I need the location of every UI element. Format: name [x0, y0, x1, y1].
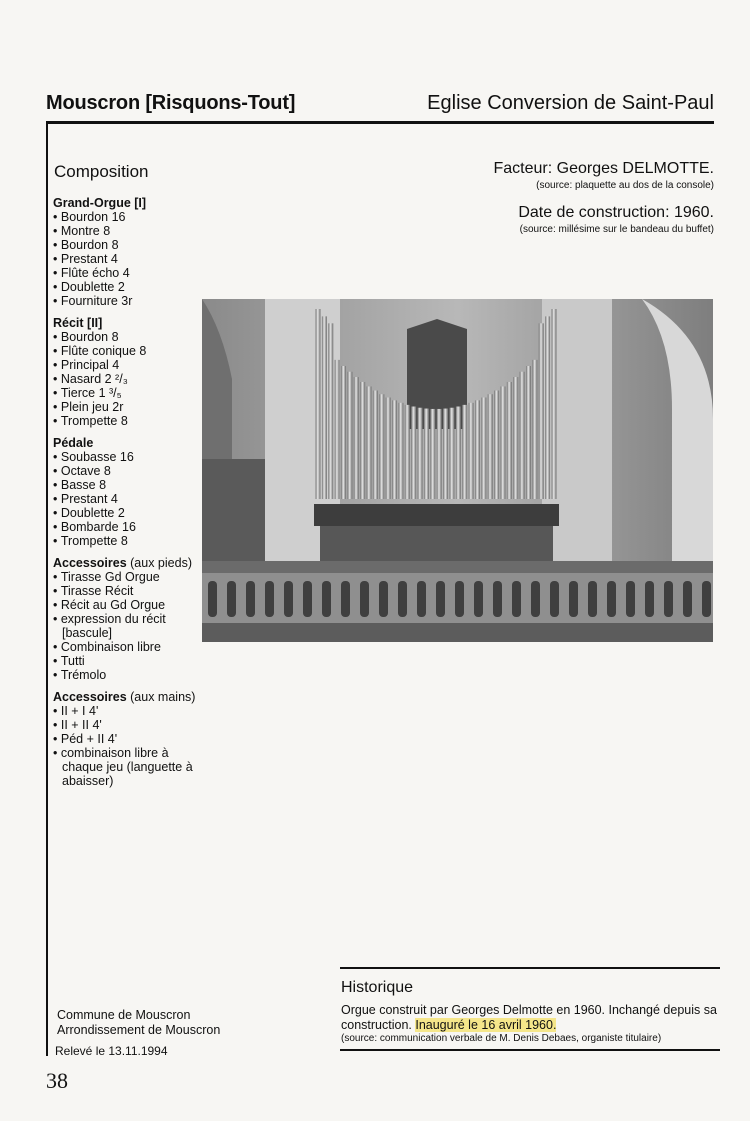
stop-item: • Péd + II 4'	[53, 732, 213, 746]
arrondissement-name: Arrondissement de Mouscron	[57, 1023, 221, 1037]
header-rule	[46, 121, 714, 124]
location-title: Mouscron [Risquons-Tout]	[46, 92, 296, 114]
section-note: (aux mains)	[126, 690, 196, 704]
section-title	[53, 316, 213, 330]
builder-block	[493, 160, 714, 191]
church-title: Eglise Conversion de Saint-Paul	[427, 92, 714, 114]
section-note: (aux pieds)	[126, 556, 192, 570]
builder-source: (source: plaquette au dos de la console)	[536, 180, 714, 191]
builder-value: Georges DELMOTTE.	[552, 160, 714, 177]
stop-item: • Récit au Gd Orgue	[53, 598, 213, 612]
section-title	[53, 436, 213, 450]
stop-item: • combinaison libre à chaque jeu (languette à abaisser)	[53, 746, 213, 788]
stop-item: • Nasard 2 ²/₃	[53, 372, 213, 386]
stop-item: • Tirasse Récit	[53, 584, 213, 598]
left-rule	[46, 124, 48, 1056]
historique-bottom-rule	[340, 1049, 720, 1051]
historique-text	[341, 1003, 726, 1033]
stop-item: • Trompette 8	[53, 534, 213, 548]
stop-item: • Tirasse Gd Orgue	[53, 570, 213, 584]
stop-item: • Octave 8	[53, 464, 213, 478]
section-title-text: Accessoires	[53, 556, 127, 570]
stop-item: • expression du récit [bascule]	[53, 612, 213, 640]
stop-item: • Bombarde 16	[53, 520, 213, 534]
stop-item: • Flûte écho 4	[53, 266, 213, 280]
stop-item: • Bourdon 16	[53, 210, 213, 224]
section-title-text: Grand-Orgue [I]	[53, 196, 147, 210]
historique-highlight: Inauguré le 16 avril 1960.	[415, 1018, 557, 1032]
section-title	[53, 196, 213, 210]
stop-list	[53, 196, 213, 788]
date-label: Date de construction:	[518, 204, 670, 221]
section-title-text: Pédale	[53, 436, 94, 450]
historique-source: (source: communication verbale de M. Denis Debaes, organiste titulaire)	[341, 1033, 662, 1044]
date-block	[518, 204, 714, 235]
stop-item: • Basse 8	[53, 478, 213, 492]
date-value: 1960.	[669, 204, 714, 221]
stop-item: • II + I 4'	[53, 704, 213, 718]
historique-title: Historique	[341, 979, 414, 996]
composition-title: Composition	[54, 162, 149, 181]
stop-item: • Bourdon 8	[53, 238, 213, 252]
stop-item: • Tierce 1 ³/₅	[53, 386, 213, 400]
stop-item: • Trompette 8	[53, 414, 213, 428]
stop-item: • Principal 4	[53, 358, 213, 372]
stop-item: • Soubasse 16	[53, 450, 213, 464]
stop-item: • Combinaison libre	[53, 640, 213, 654]
historique-rule	[340, 967, 720, 969]
survey-date: Relevé le 13.11.1994	[55, 1044, 168, 1058]
section-title	[53, 556, 213, 570]
stop-item: • Flûte conique 8	[53, 344, 213, 358]
stop-item: • Fourniture 3r	[53, 294, 213, 308]
section-title-text: Récit [II]	[53, 316, 103, 330]
stop-item: • Prestant 4	[53, 492, 213, 506]
organ-photo	[202, 299, 713, 642]
section-title-text: Accessoires	[53, 690, 127, 704]
historique-body: Orgue construit par Georges Delmotte en 1960. Inchangé depuis sa construction.	[341, 1003, 717, 1032]
section-title	[53, 690, 213, 704]
date-source: (source: millésime sur le bandeau du buffet)	[519, 224, 714, 235]
commune-name: Commune de Mouscron	[57, 1008, 191, 1022]
page-number: 38	[46, 1068, 68, 1093]
builder-label: Facteur:	[493, 160, 553, 177]
stop-item: • Trémolo	[53, 668, 213, 682]
stop-item: • Bourdon 8	[53, 330, 213, 344]
stop-item: • Montre 8	[53, 224, 213, 238]
stop-item: • II + II 4'	[53, 718, 213, 732]
stop-item: • Doublette 2	[53, 506, 213, 520]
stop-item: • Plein jeu 2r	[53, 400, 213, 414]
stop-item: • Tutti	[53, 654, 213, 668]
stop-item: • Doublette 2	[53, 280, 213, 294]
commune-block	[57, 1008, 220, 1038]
stop-item: • Prestant 4	[53, 252, 213, 266]
